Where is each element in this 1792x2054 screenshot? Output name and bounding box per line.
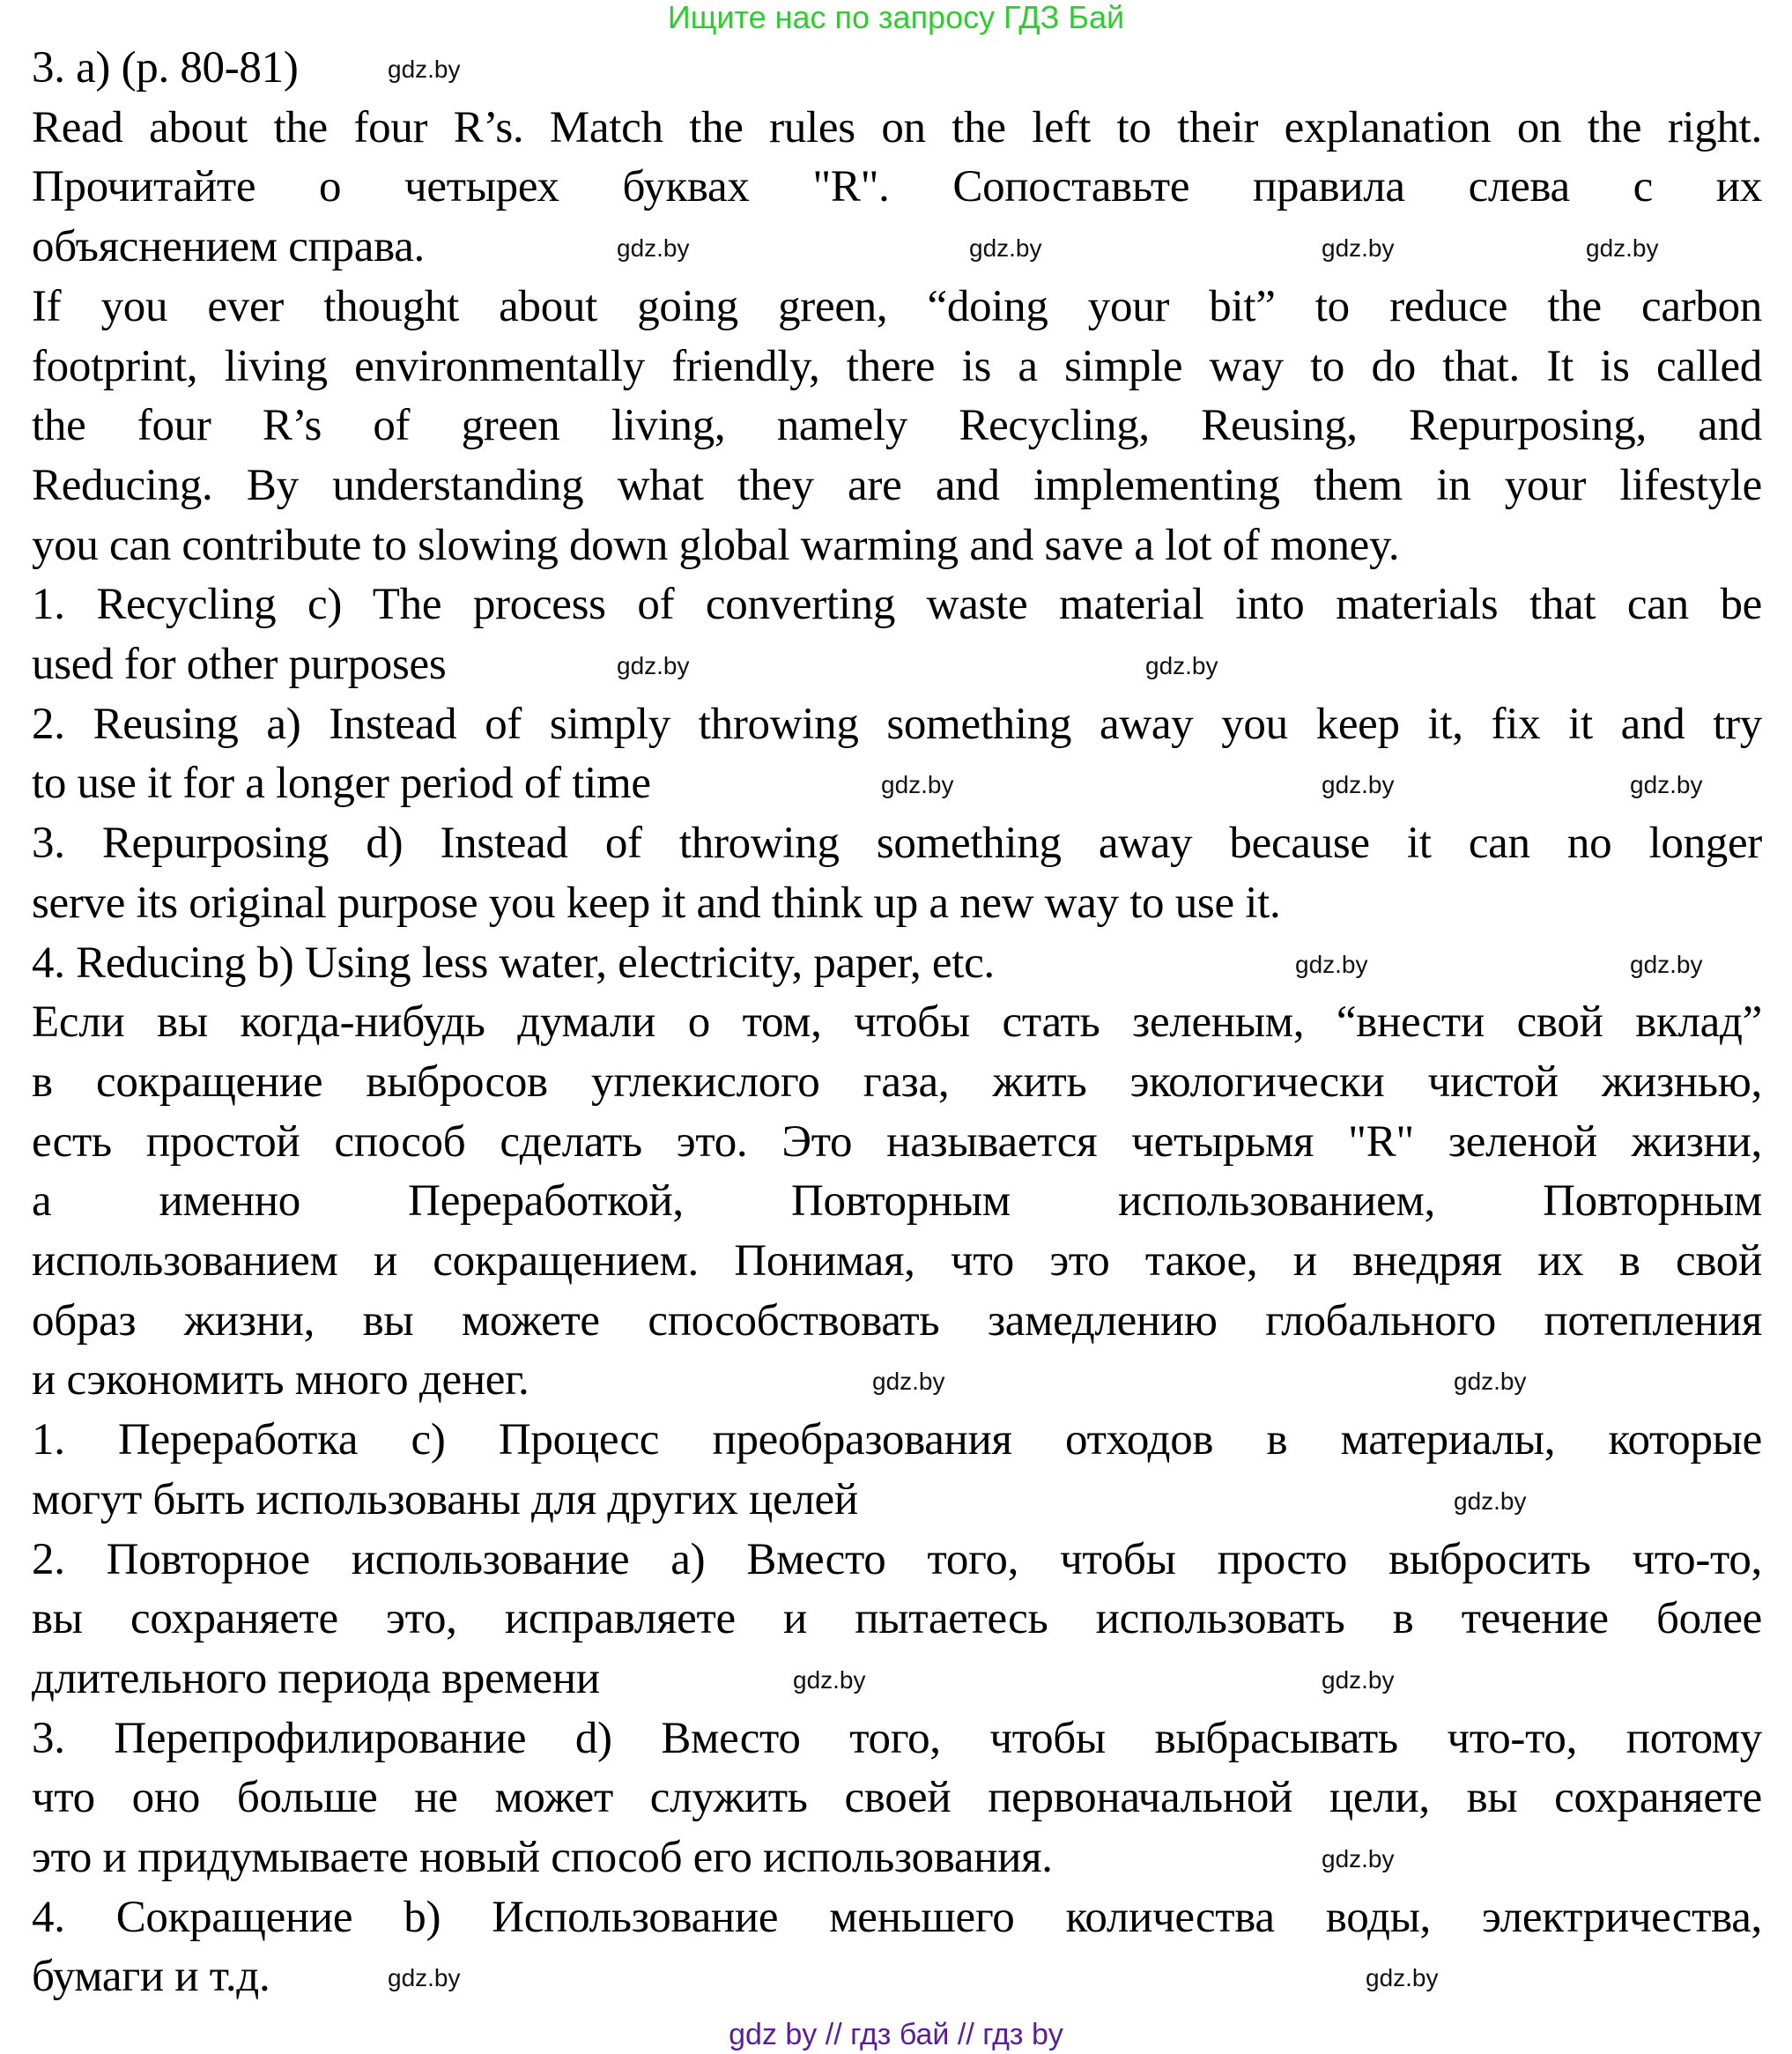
text-line: to use it for a longer period of time <box>32 759 651 809</box>
footer-links[interactable]: gdz by // гдз бай // гдз by <box>729 2018 1063 2051</box>
watermark: gdz.by <box>617 234 690 263</box>
text-line: 2. Повторное использование a) Вместо того, чтобы просто выбросить что-то, <box>32 1534 1762 1584</box>
watermark: gdz.by <box>1322 1845 1395 1872</box>
watermark: gdz.by <box>1322 771 1395 799</box>
text-line: If you ever thought about going green, “doing your bit” to reduce the carbon <box>32 281 1762 331</box>
text-line: 1. Recycling c) The process of converting waste material into materials that can be <box>32 580 1762 630</box>
watermark: gdz.by <box>1322 1665 1395 1694</box>
text-line: 3. Repurposing d) Instead of throwing something away because it can no longer <box>32 819 1762 869</box>
watermark: gdz.by <box>1454 1487 1527 1515</box>
text-line: использованием и сокращением. Понимая, что это такое, и внедряя их в свой <box>32 1236 1762 1286</box>
text-line: 3. a) (p. 80-81) <box>32 43 299 93</box>
watermark: gdz.by <box>969 234 1042 263</box>
text-line: и сэкономить много денег. <box>32 1355 529 1405</box>
watermark: gdz.by <box>1586 234 1659 263</box>
watermark: gdz.by <box>1322 234 1395 263</box>
watermark: gdz.by <box>881 771 954 799</box>
watermark: gdz.by <box>1454 1368 1527 1396</box>
watermark: gdz.by <box>388 1964 461 1992</box>
text-line: footprint, living environmentally friendly, there is a simple way to do that. It is called <box>32 341 1762 391</box>
watermark: gdz.by <box>1630 771 1703 799</box>
text-line: 2. Reusing a) Instead of simply throwing something away you keep it, fix it and try <box>32 699 1762 749</box>
text-line: есть простой способ сделать это. Это называется четырьмя "R" зеленой жизни, <box>32 1116 1762 1167</box>
text-line: Если вы когда-нибудь думали о том, чтобы стать зеленым, “внести свой вклад” <box>32 997 1762 1048</box>
text-line: used for other purposes <box>32 640 447 689</box>
text-line: 1. Переработка c) Процесс преобразования отходов в материалы, которые <box>32 1415 1762 1465</box>
text-line: Read about the four R’s. Match the rules on the left to their explanation on the right. <box>32 102 1762 152</box>
text-line: объяснением справа. <box>32 222 425 272</box>
text-line: Reducing. By understanding what they are and implementing them in your lifestyle <box>32 460 1762 510</box>
watermark: gdz.by <box>388 56 461 83</box>
text-line: serve its original purpose you keep it and think up a new way to use it. <box>32 878 1281 928</box>
text-line: образ жизни, вы можете способствовать замедлению глобального потепления <box>32 1295 1762 1346</box>
text-line: а именно Переработкой, Повторным использованием, Повторным <box>32 1176 1762 1227</box>
watermark: gdz.by <box>1366 1964 1439 1992</box>
text-line: 3. Перепрофилирование d) Вместо того, чтобы выбрасывать что-то, потому <box>32 1713 1762 1763</box>
text-line: Прочитайте о четырех буквах "R". Сопоставьте правила слева с их <box>32 162 1762 212</box>
watermark: gdz.by <box>1295 950 1368 978</box>
watermark: gdz.by <box>793 1665 866 1694</box>
text-line: бумаги и т.д. <box>32 1952 270 2002</box>
watermark: gdz.by <box>872 1368 945 1396</box>
text-line: вы сохраняете это, исправляете и пытаетесь использовать в течение более <box>32 1594 1762 1644</box>
text-line: что оно больше не может служить своей первоначальной цели, вы сохраняете <box>32 1773 1762 1823</box>
text-line: могут быть использованы для других целей <box>32 1474 858 1524</box>
text-line: в сокращение выбросов углекислого газа, жить экологически чистой жизнью, <box>32 1057 1762 1107</box>
watermark: gdz.by <box>1630 950 1703 978</box>
search-banner[interactable]: Ищите нас по запросу ГДЗ Бай <box>667 0 1125 35</box>
text-line: длительного периода времени <box>32 1653 600 1703</box>
text-line: the four R’s of green living, namely Recycling, Reusing, Repurposing, and <box>32 401 1762 451</box>
text-line: you can contribute to slowing down global warming and save a lot of money. <box>32 520 1400 570</box>
watermark: gdz.by <box>1145 652 1218 679</box>
watermark: gdz.by <box>617 652 690 679</box>
text-line: это и придумываете новый способ его использования. <box>32 1833 1053 1882</box>
text-line: 4. Сокращение b) Использование меньшего количества воды, электричества, <box>32 1892 1762 1942</box>
text-line: 4. Reducing b) Using less water, electricity, paper, etc. <box>32 938 995 988</box>
